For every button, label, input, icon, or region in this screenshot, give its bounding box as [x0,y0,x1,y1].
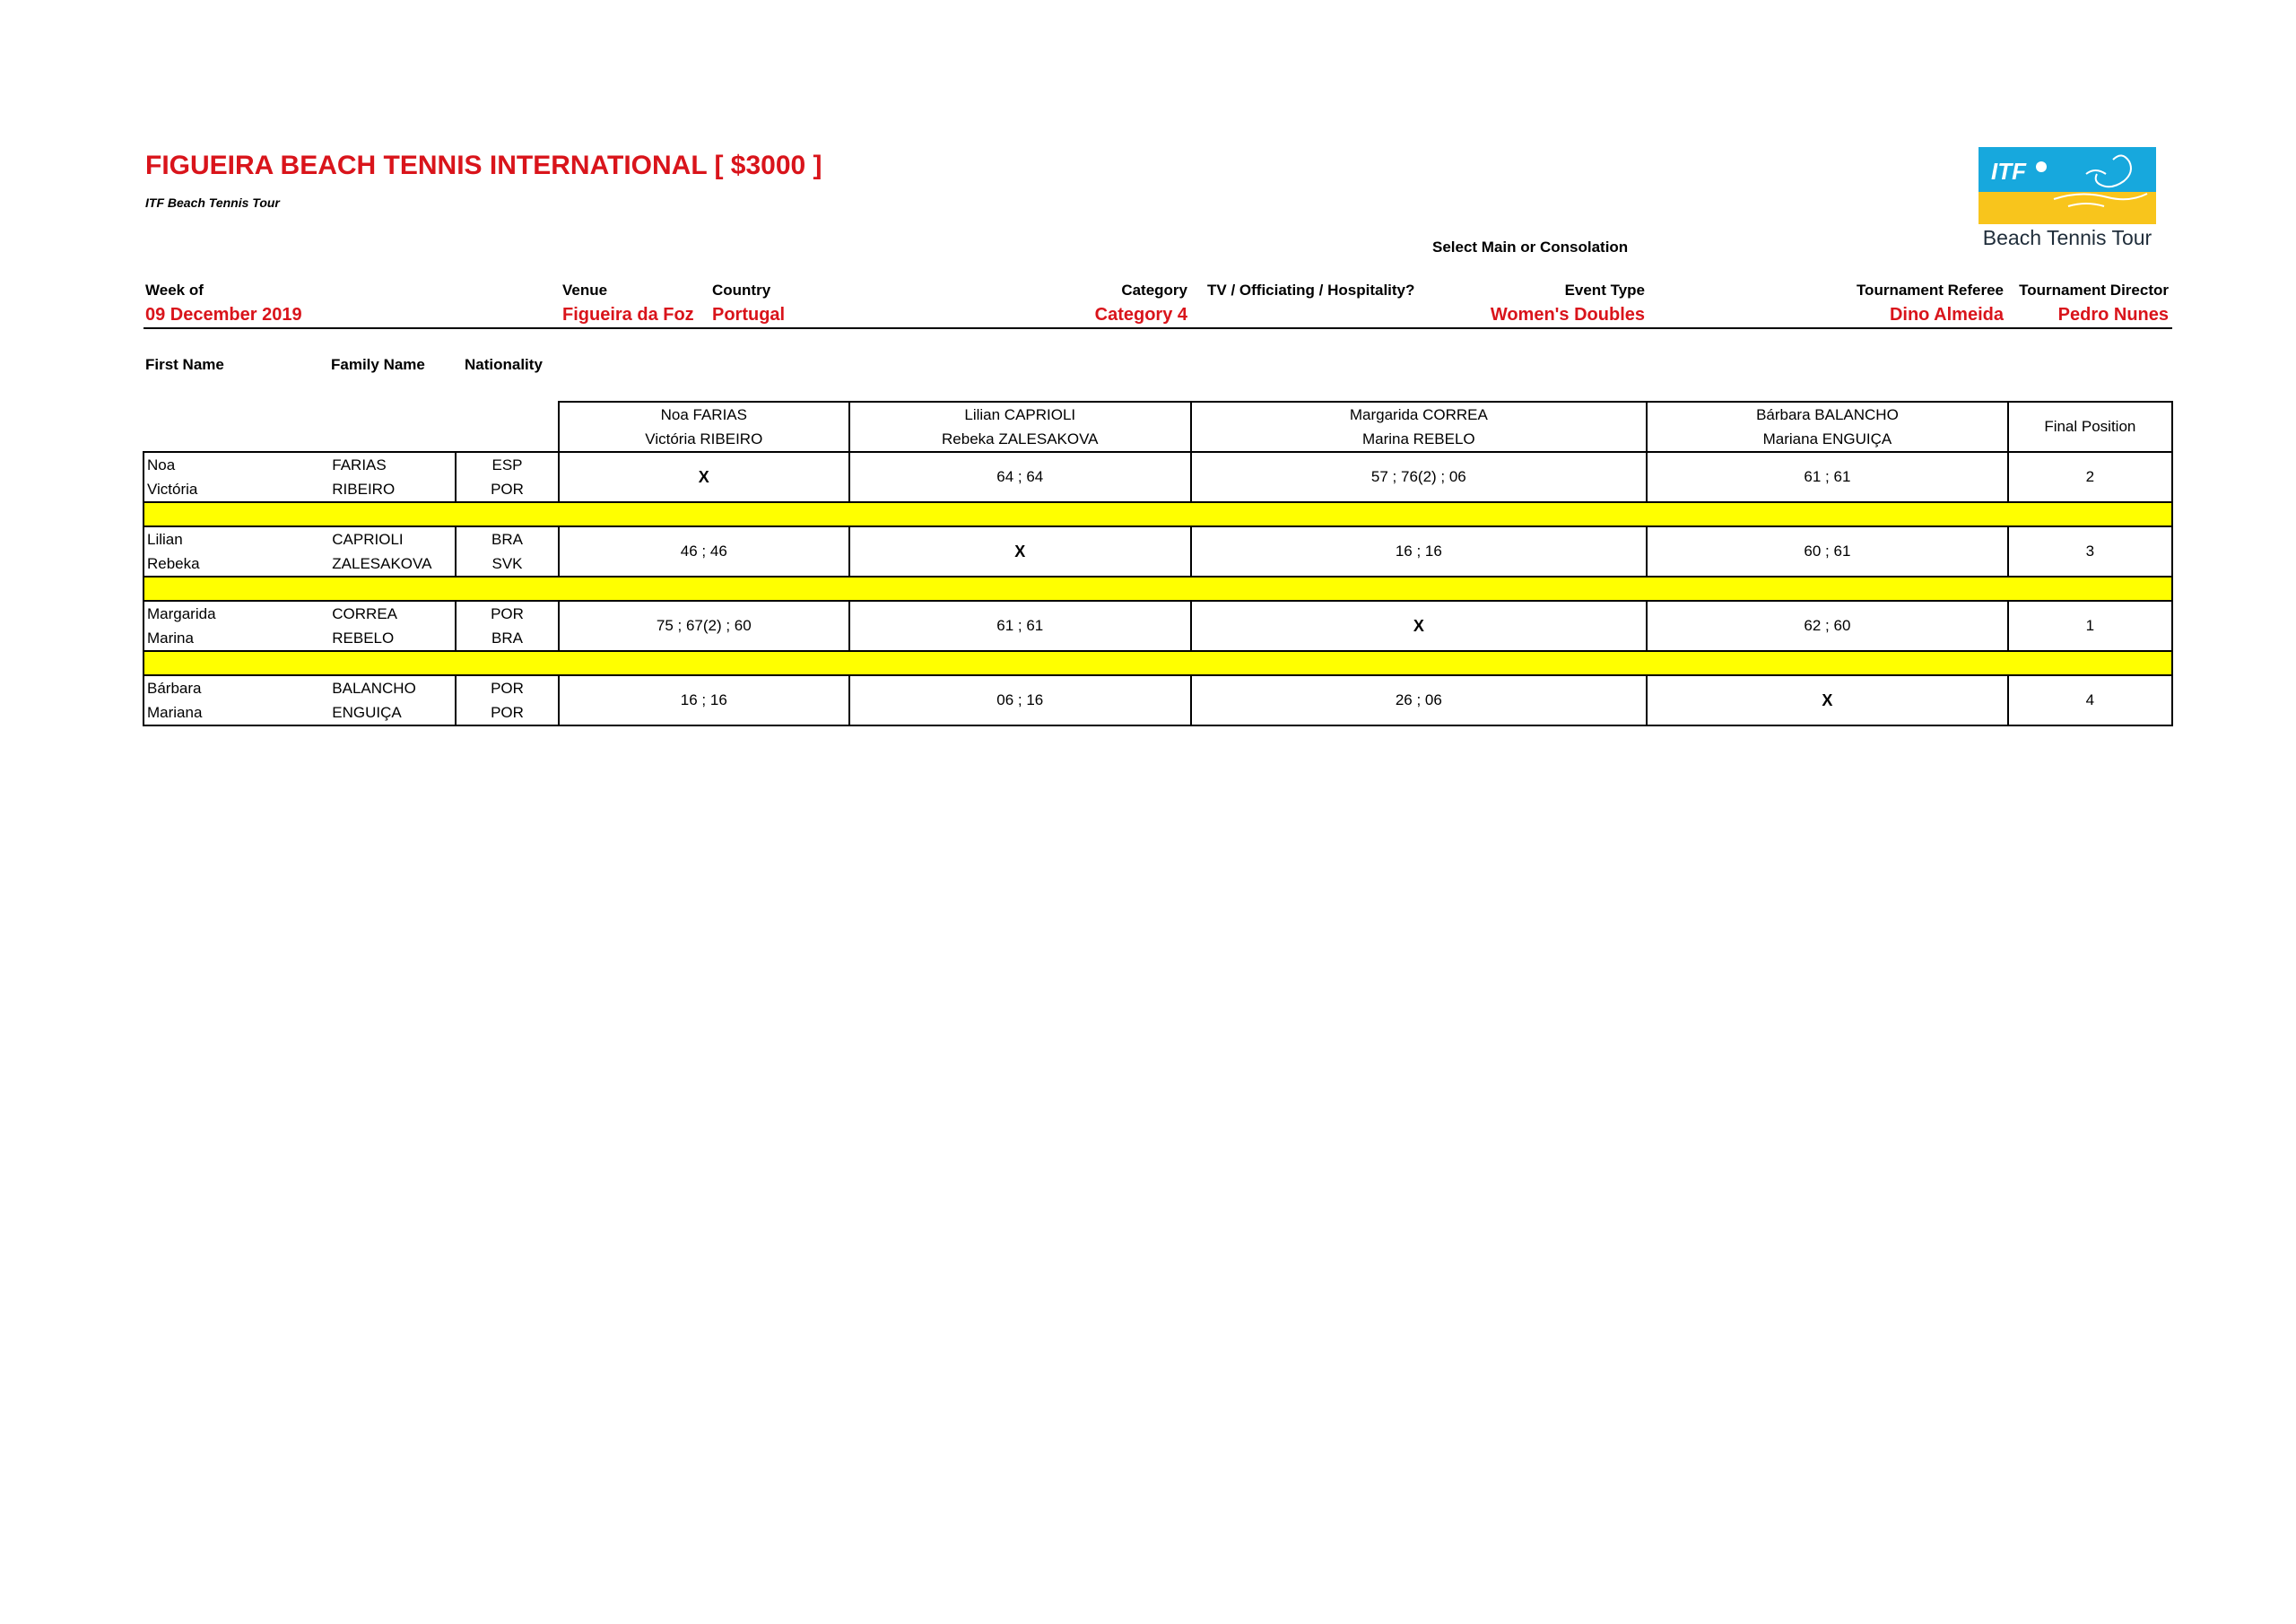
result-cell: 60 ; 61 [1647,526,2008,577]
first-names: Margarida Marina [144,601,329,651]
final-position-cell: 2 [2008,452,2172,502]
final-position-cell: 3 [2008,526,2172,577]
grid-header-row [144,402,2172,452]
director-value: Pedro Nunes [2057,305,2169,325]
result-cell: 16 ; 16 [559,675,849,725]
result-cell: X [559,452,849,502]
header-divider [144,327,2172,329]
family-names: CAPRIOLI ZALESAKOVA [329,526,456,577]
result-cell: 61 ; 61 [849,601,1191,651]
week-of-label: Week of [145,282,204,299]
venue-label: Venue [562,282,608,299]
family-name-heading: Family Name [331,356,425,373]
family-names: FARIAS RIBEIRO [329,452,456,502]
first-name-heading: First Name [145,356,224,373]
final-position-header: Final Position [2008,402,2172,452]
nationality-heading: Nationality [465,356,543,373]
select-main-consolation-label: Select Main or Consolation [1432,239,1629,256]
tv-officiating-label: TV / Officiating / Hospitality? [1207,282,1415,299]
team-row [144,526,2172,577]
family-names: CORREA REBELO [329,601,456,651]
round-robin-grid [143,401,2173,726]
referee-value: Dino Almeida [1889,305,2004,325]
first-names: Bárbara Mariana [144,675,329,725]
result-cell: 26 ; 06 [1191,675,1648,725]
venue-value: Figueira da Foz [562,305,694,325]
final-position-cell: 1 [2008,601,2172,651]
result-cell: 06 ; 16 [849,675,1191,725]
header-team-2: Lilian CAPRIOLI Rebeka ZALESAKOVA [849,402,1191,452]
referee-label: Tournament Referee [1856,282,2004,299]
itf-beach-tennis-logo [1979,147,2156,255]
director-label: Tournament Director [2019,282,2169,299]
nationalities: ESP POR [456,452,558,502]
tour-subtitle: ITF Beach Tennis Tour [145,195,280,210]
header-team-4: Bárbara BALANCHO Mariana ENGUIÇA [1647,402,2008,452]
header-team-3: Margarida CORREA Marina REBELO [1191,402,1648,452]
first-names: Lilian Rebeka [144,526,329,577]
nationalities: POR POR [456,675,558,725]
separator-row [144,651,2172,675]
result-cell: X [1647,675,2008,725]
tennis-player-icon [1979,147,2156,224]
week-of-value: 09 December 2019 [145,305,302,325]
nationalities: POR BRA [456,601,558,651]
event-type-label: Event Type [1564,282,1645,299]
header-team-1: Noa FARIAS Victória RIBEIRO [559,402,849,452]
separator-row [144,577,2172,601]
family-names: BALANCHO ENGUIÇA [329,675,456,725]
result-cell: 16 ; 16 [1191,526,1648,577]
result-cell: 46 ; 46 [559,526,849,577]
final-position-cell: 4 [2008,675,2172,725]
separator-row [144,502,2172,526]
result-cell: 75 ; 67(2) ; 60 [559,601,849,651]
result-cell: X [1191,601,1648,651]
logo-itf-text: ITF [1991,158,2026,185]
country-label: Country [712,282,771,299]
category-label: Category [1121,282,1187,299]
team-row [144,452,2172,502]
first-names: Noa Victória [144,452,329,502]
event-type-value: Women's Doubles [1490,305,1645,325]
nationalities: BRA SVK [456,526,558,577]
result-cell: 61 ; 61 [1647,452,2008,502]
result-cell: 57 ; 76(2) ; 06 [1191,452,1648,502]
result-cell: 64 ; 64 [849,452,1191,502]
logo-caption: Beach Tennis Tour [1982,226,2152,249]
result-cell: 62 ; 60 [1647,601,2008,651]
team-row [144,601,2172,651]
result-cell: X [849,526,1191,577]
category-value: Category 4 [1094,305,1187,325]
tournament-title: FIGUEIRA BEACH TENNIS INTERNATIONAL [ $3000 ] [145,151,822,180]
country-value: Portugal [712,305,786,325]
team-row [144,675,2172,725]
